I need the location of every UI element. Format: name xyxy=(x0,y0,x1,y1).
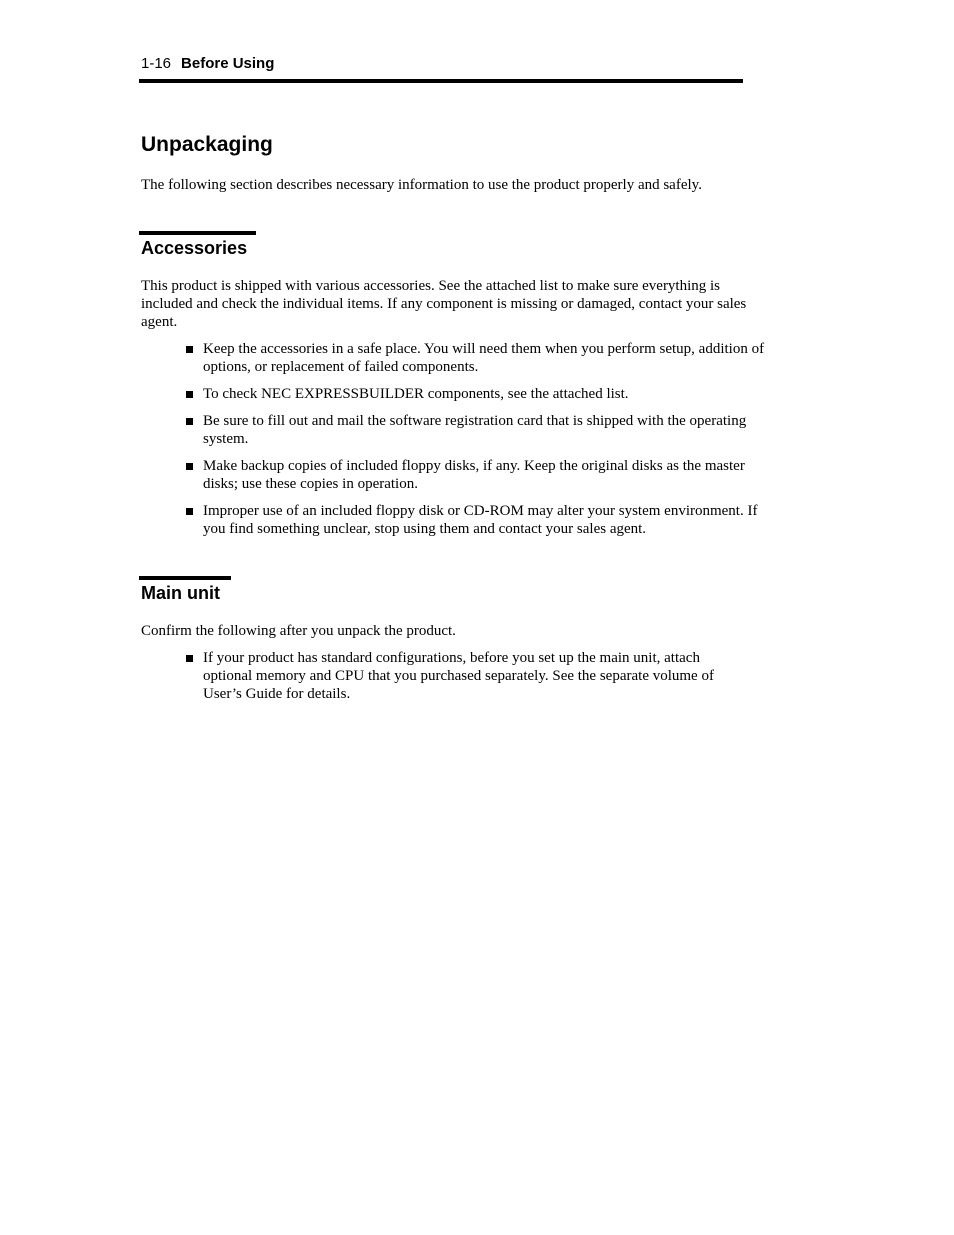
subsection-title-main-unit: Main unit xyxy=(141,583,220,603)
list-item: Improper use of an included floppy disk or CD-ROM may alter your system environment. If you find something unclear, stop using them and contact your sales agent. xyxy=(185,502,775,538)
square-bullet-icon xyxy=(186,508,193,515)
list-item: Be sure to fill out and mail the software registration card that is shipped with the operating system. xyxy=(185,412,775,448)
running-header xyxy=(141,55,274,73)
header-rule xyxy=(139,79,743,83)
accessories-rule xyxy=(139,231,256,235)
subsection-title-accessories: Accessories xyxy=(141,238,248,258)
square-bullet-icon xyxy=(186,418,193,425)
accessories-intro: This product is shipped with various accessories. See the attached list to make sure everything is included and check the individual items. If any component is missing or damaged, contact your sales agent. xyxy=(141,278,747,330)
main-unit-rule xyxy=(139,576,231,580)
unpackaging-intro: The following section describes necessary information to use the product properly and safely. xyxy=(141,177,702,193)
list-item: Make backup copies of included floppy disks, if any. Keep the original disks as the master disks; use these copies in operation. xyxy=(185,457,775,493)
list-item: Keep the accessories in a safe place. You will need them when you perform setup, addition of options, or replacement of failed components. xyxy=(185,340,775,376)
square-bullet-icon xyxy=(186,463,193,470)
section-title-unpackaging: Unpackaging xyxy=(141,133,273,156)
main-unit-intro: Confirm the following after you unpack the product. xyxy=(141,623,456,639)
list-item: To check NEC EXPRESSBUILDER components, see the attached list. xyxy=(185,385,775,403)
square-bullet-icon xyxy=(186,391,193,398)
page-number: 1-16 xyxy=(141,55,172,72)
list-item: If your product has standard configurations, before you set up the main unit, attach optional memory and CPU that you purchased separately. See the separate volume of User’s Guide for details. xyxy=(185,649,745,703)
accessories-bullet-list xyxy=(185,340,775,538)
square-bullet-icon xyxy=(186,346,193,353)
main-unit-bullet-list xyxy=(185,649,745,703)
chapter-title: Before Using xyxy=(181,55,275,72)
square-bullet-icon xyxy=(186,655,193,662)
